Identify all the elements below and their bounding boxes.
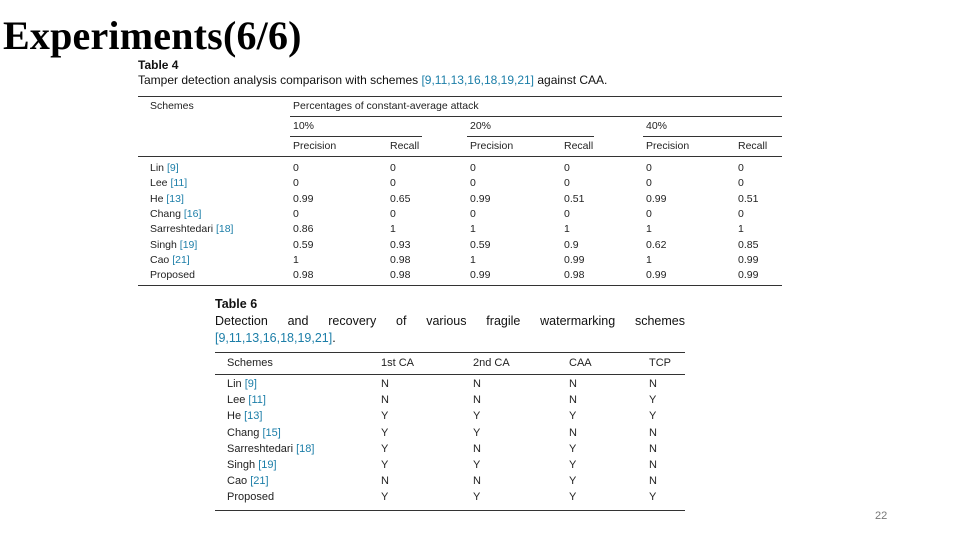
table4-group-rule	[290, 116, 782, 117]
scheme-ref-link[interactable]: [19]	[258, 459, 277, 471]
scheme-name: Sarreshtedari	[227, 442, 294, 455]
table6-row-scheme	[227, 394, 266, 407]
scheme-name: Singh	[150, 238, 177, 251]
scheme-name: Sarreshtedari	[150, 223, 214, 236]
table6-cell: Y	[569, 491, 577, 504]
table4-pct-20: 20%	[470, 120, 492, 132]
table4-cell: 1	[470, 253, 476, 266]
table6-row-scheme	[227, 443, 314, 456]
table4-cell: 0	[293, 162, 299, 174]
table6-cell: N	[381, 394, 389, 407]
table6-cell: N	[649, 442, 657, 455]
table6-cell: Y	[569, 410, 577, 423]
table4-cell: 0.62	[646, 238, 667, 251]
scheme-name: Cao	[227, 475, 248, 488]
table4-row-scheme	[150, 208, 201, 221]
table6-caption-refs[interactable]: [9,11,13,16,18,19,21]	[215, 331, 333, 345]
scheme-name: Proposed	[150, 269, 195, 282]
table6-cell: Y	[381, 426, 389, 439]
table4-row-scheme	[150, 223, 233, 236]
table4-rule-20	[467, 136, 594, 137]
scheme-name: He	[150, 192, 164, 205]
table6-header-1: 1st CA	[381, 357, 415, 369]
table4-cell: 0	[646, 177, 652, 190]
table6-cell: N	[649, 475, 657, 488]
scheme-name: Singh	[227, 459, 256, 471]
table6-cell: Y	[569, 442, 577, 455]
table4-cell: 0	[564, 177, 570, 190]
table4-top-rule	[138, 96, 782, 97]
table6-cell: Y	[649, 491, 657, 504]
scheme-ref-link[interactable]: [18]	[296, 442, 315, 455]
table4-cell: 0	[564, 162, 570, 174]
table6-cell: N	[569, 426, 577, 439]
table6-header-2: 2nd CA	[473, 357, 510, 369]
table4-cell: 0	[738, 162, 744, 174]
table6-cell: N	[473, 442, 481, 455]
table4-cell: 0	[390, 207, 396, 220]
table6-caption-end: .	[332, 331, 336, 345]
table4-schemes-header: Schemes	[150, 100, 194, 112]
table4-caption-end: against CAA.	[534, 73, 608, 87]
table4-pct-40: 40%	[646, 120, 668, 132]
table4-cell: 0.59	[293, 238, 314, 251]
table4-cell: 0.51	[564, 192, 585, 205]
scheme-ref-link[interactable]: [15]	[262, 426, 281, 439]
table6-row-scheme	[227, 491, 274, 504]
table4-cell: 1	[646, 253, 652, 266]
table6-row-scheme	[227, 459, 277, 472]
table4-cell: 0	[470, 207, 476, 220]
table6-cell: N	[473, 378, 481, 390]
table6-cell: Y	[473, 426, 481, 439]
table4-cell: 0.85	[738, 238, 759, 251]
table6-caption-line2	[215, 330, 685, 347]
table6	[215, 352, 685, 512]
table6-top-rule	[215, 352, 685, 353]
scheme-ref-link[interactable]: [13]	[166, 192, 184, 205]
scheme-ref-link[interactable]: [11]	[170, 177, 188, 190]
table6-cell: Y	[381, 410, 389, 423]
table4-row-scheme	[150, 162, 179, 175]
table6-cell: Y	[649, 394, 657, 407]
table4-cell: 0	[470, 162, 476, 174]
table6-cell: Y	[473, 410, 481, 423]
table6-figure	[215, 297, 685, 504]
table4-cell: 0	[738, 177, 744, 190]
table4-group-header: Percentages of constant-average attack	[293, 100, 479, 112]
table4-cell: 0.99	[738, 269, 759, 282]
table4-cell: 1	[390, 223, 396, 236]
table6-cell: N	[473, 394, 481, 407]
table6-cell: Y	[649, 410, 657, 423]
table4-cell: 0.65	[390, 192, 411, 205]
scheme-name: Lee	[227, 394, 246, 407]
table4-cell: 0	[564, 207, 570, 220]
table6-cell: Y	[569, 459, 577, 471]
table6-row-scheme	[227, 410, 262, 423]
scheme-name: Proposed	[227, 491, 275, 504]
table4-cell: 0.59	[470, 238, 491, 251]
scheme-ref-link[interactable]: [9]	[244, 378, 257, 390]
table6-bottom-rule	[215, 510, 685, 511]
table4-cell: 0	[470, 177, 476, 190]
scheme-name: Lin	[150, 162, 165, 174]
table6-cell: N	[569, 394, 577, 407]
table4-caption	[138, 73, 782, 87]
table4-cell: 0.51	[738, 192, 759, 205]
table4-cell: 1	[293, 253, 299, 266]
table4-cell: 1	[738, 223, 744, 236]
table4-pct-10: 10%	[293, 120, 315, 132]
table4-cell: 0	[646, 207, 652, 220]
table6-cell: Y	[381, 442, 389, 455]
table4-figure	[138, 58, 782, 282]
scheme-name: Lee	[150, 177, 168, 190]
table4-row-scheme	[150, 239, 197, 252]
table4-cell: 0.99	[470, 269, 491, 282]
table4-cell: 0.99	[646, 269, 667, 282]
table4-sub-precision-10: Precision	[293, 140, 337, 152]
table4-sub-recall-40: Recall	[738, 140, 768, 152]
table4-cell: 0	[390, 162, 396, 174]
table6-cell: N	[381, 475, 389, 488]
table6-header-0: Schemes	[227, 357, 273, 369]
table4-cell: 0	[738, 207, 744, 220]
table4-caption-refs[interactable]: [9,11,13,16,18,19,21]	[421, 73, 535, 87]
table4-cell: 1	[564, 223, 570, 236]
table4-row-scheme	[150, 193, 184, 206]
scheme-ref-link[interactable]: [21]	[172, 253, 190, 266]
table4-sub-recall-10: Recall	[390, 140, 420, 152]
table4-cell: 0.99	[293, 192, 314, 205]
table4	[138, 96, 782, 286]
table4-rule-40	[643, 136, 782, 137]
scheme-name: Cao	[150, 253, 170, 266]
table6-cell: Y	[381, 491, 389, 504]
scheme-ref-link[interactable]: [9]	[166, 162, 179, 174]
table4-cell: 0	[646, 162, 652, 174]
table6-row-scheme	[227, 378, 257, 391]
table6-cell: N	[473, 475, 481, 488]
table4-cell: 0.9	[564, 238, 579, 251]
table6-row-scheme	[227, 475, 269, 488]
scheme-ref-link[interactable]: [11]	[248, 394, 266, 407]
table4-cell: 0.98	[390, 253, 411, 266]
table6-caption-line1: Detection and recovery of various fragile watermarking schemes	[215, 314, 685, 328]
table6-cell: N	[649, 459, 657, 471]
table4-cell: 0	[293, 207, 299, 220]
table6-cell: N	[381, 378, 389, 390]
scheme-name: Lin	[227, 378, 242, 390]
scheme-ref-link[interactable]: [21]	[250, 475, 269, 488]
page-number: 22	[875, 510, 888, 522]
table4-row-scheme	[150, 269, 195, 282]
table4-cell: 1	[470, 223, 476, 236]
table6-cell: N	[649, 378, 657, 390]
table6-cell: Y	[381, 459, 389, 471]
table6-header-3: CAA	[569, 357, 592, 369]
table6-header-rule	[215, 374, 685, 375]
table4-sub-recall-20: Recall	[564, 140, 594, 152]
table4-cell: 0	[390, 177, 396, 190]
scheme-ref-link[interactable]: [19]	[179, 238, 198, 251]
table4-cell: 1	[646, 223, 652, 236]
scheme-name: Chang	[150, 207, 181, 220]
table6-cell: N	[649, 426, 657, 439]
scheme-name: He	[227, 410, 242, 423]
table6-label: Table 6	[215, 297, 258, 311]
table4-bottom-rule	[138, 285, 782, 286]
table4-cell: 0.99	[646, 192, 667, 205]
table6-cell: N	[569, 378, 577, 390]
table4-cell: 0.86	[293, 223, 314, 236]
table4-row-scheme	[150, 254, 190, 267]
table4-sub-precision-40: Precision	[646, 140, 690, 152]
scheme-ref-link[interactable]: [18]	[215, 223, 234, 236]
table4-cell: 0.98	[390, 269, 411, 282]
table4-cell: 0	[293, 177, 299, 190]
table4-row-scheme	[150, 177, 187, 190]
table4-sub-precision-20: Precision	[470, 140, 514, 152]
table6-cell: Y	[473, 491, 481, 504]
scheme-name: Chang	[227, 426, 260, 439]
table4-cell: 0.98	[293, 269, 314, 282]
table4-cell: 0.99	[738, 253, 759, 266]
table4-cell: 0.99	[470, 192, 491, 205]
table4-caption-text: Tamper detection analysis comparison with schemes	[138, 73, 422, 87]
scheme-ref-link[interactable]: [16]	[183, 207, 202, 220]
table4-label: Table 4	[138, 58, 179, 72]
table6-cell: Y	[569, 475, 577, 488]
table4-rule-10	[290, 136, 422, 137]
table6-cell: Y	[473, 459, 481, 471]
table6-header-4: TCP	[649, 357, 671, 369]
table6-row-scheme	[227, 427, 281, 440]
table4-header-rule	[138, 156, 782, 157]
table4-cell: 0.93	[390, 238, 411, 251]
slide-title: Experiments(6/6)	[3, 13, 302, 58]
table4-cell: 0.98	[564, 269, 585, 282]
table4-cell: 0.99	[564, 253, 585, 266]
scheme-ref-link[interactable]: [13]	[244, 410, 263, 423]
